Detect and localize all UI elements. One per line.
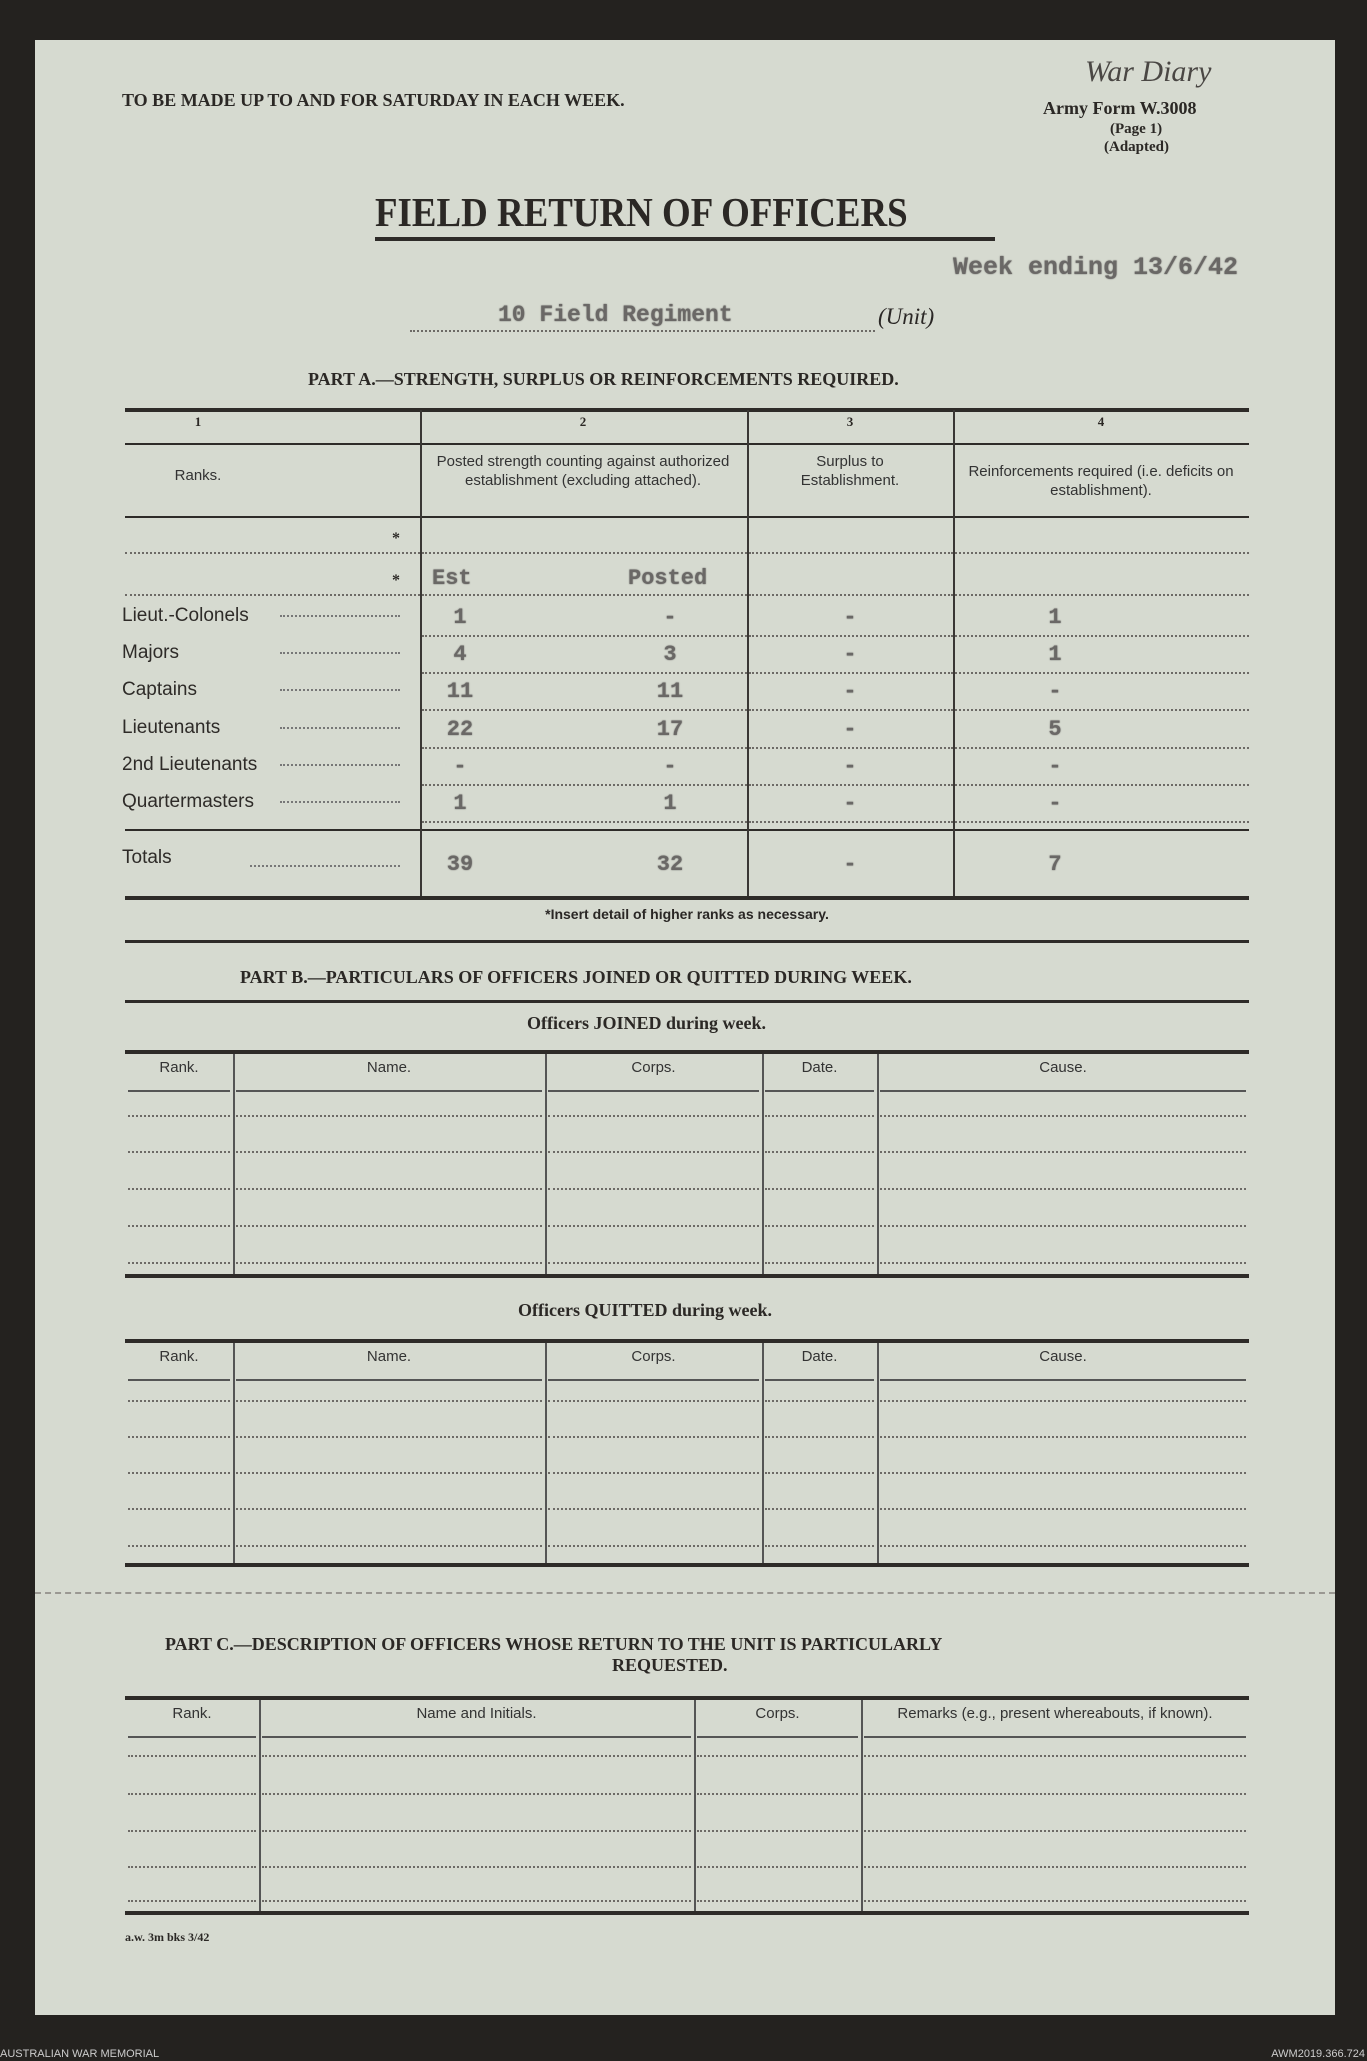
- entry-line: [880, 1436, 1246, 1438]
- entry-line: [262, 1793, 691, 1795]
- entry-line: [548, 1151, 759, 1153]
- table-top-rule: [125, 408, 1249, 412]
- reinf-value: -: [1048, 753, 1062, 779]
- entry-line: [128, 1900, 256, 1902]
- entry-line: [236, 1115, 542, 1117]
- tear-line: [35, 1592, 1335, 1594]
- entry-line: [236, 1545, 542, 1547]
- column-header: Remarks (e.g., present whereabouts, if known).: [897, 1705, 1213, 1722]
- entry-line: [262, 1900, 691, 1902]
- entry-line: [128, 1225, 230, 1227]
- quitted-table-top-rule: [125, 1339, 1249, 1343]
- totals-surplus: -: [843, 852, 857, 877]
- entry-line: [765, 1115, 874, 1117]
- header-rule: [422, 443, 747, 445]
- joined-table-top-rule: [125, 1050, 1249, 1054]
- entry-line: [955, 635, 1249, 637]
- title-underline: [375, 237, 995, 241]
- entry-line: [236, 1188, 542, 1190]
- reinf-value: -: [1048, 679, 1062, 705]
- column-header: Name.: [366, 1059, 412, 1076]
- column-divider: [953, 410, 955, 896]
- column-header: Reinforcements required (i.e. deficits on establishment).: [968, 463, 1234, 499]
- part-c-heading-line2: REQUESTED.: [612, 1655, 728, 1675]
- column-header: Corps.: [755, 1705, 800, 1722]
- column-divider: [877, 1343, 879, 1563]
- entry-line: [864, 1866, 1246, 1868]
- totals-rule: [422, 829, 747, 831]
- unit-line: [410, 330, 875, 332]
- entry-line: [955, 747, 1249, 749]
- header-rule: [128, 1090, 230, 1092]
- entry-line: [697, 1755, 858, 1757]
- entry-line: [765, 1472, 874, 1474]
- leader-dots: [280, 727, 400, 729]
- column-divider: [545, 1054, 547, 1274]
- column-header: Cause.: [1039, 1348, 1087, 1365]
- entry-line: [548, 1472, 759, 1474]
- est-value: 4: [453, 642, 467, 668]
- entry-line: [128, 1545, 230, 1547]
- entry-line: [880, 1508, 1246, 1510]
- entry-line: [880, 1400, 1246, 1402]
- totals-est: 39: [446, 852, 474, 877]
- entry-line: [128, 1115, 230, 1117]
- part-c-heading-line1: PART C.—DESCRIPTION OF OFFICERS WHOSE RETURN TO THE UNIT IS PARTICULARLY: [165, 1634, 943, 1654]
- totals-rule: [955, 829, 1249, 831]
- entry-line: [422, 672, 747, 674]
- est-subheader: Est: [432, 566, 472, 591]
- entry-line: [422, 784, 747, 786]
- header-rule: [128, 1736, 256, 1738]
- column-divider: [694, 1700, 696, 1911]
- totals-reinf: 7: [1048, 852, 1062, 877]
- est-value: 1: [453, 605, 467, 630]
- est-value: 1: [453, 791, 467, 816]
- entry-line: [749, 672, 953, 674]
- header-rule: [955, 516, 1249, 518]
- asterisk-marker: *: [392, 530, 400, 547]
- entry-line: [236, 1508, 542, 1510]
- header-rule: [749, 443, 953, 445]
- entry-line: [864, 1830, 1246, 1832]
- posted-value: -: [663, 753, 677, 779]
- posted-value: 1: [663, 791, 677, 816]
- column-header: Name.: [366, 1348, 412, 1365]
- entry-line: [749, 594, 953, 596]
- entry-line: [125, 594, 420, 596]
- reinf-value: 5: [1048, 716, 1062, 742]
- entry-line: [880, 1115, 1246, 1117]
- entry-line: [697, 1830, 858, 1832]
- entry-line: [548, 1400, 759, 1402]
- header-rule: [749, 516, 953, 518]
- entry-line: [765, 1400, 874, 1402]
- entry-line: [880, 1188, 1246, 1190]
- header-rule: [125, 516, 420, 518]
- part-a-heading: PART A.—STRENGTH, SURPLUS OR REINFORCEMENTS REQUIRED.: [308, 369, 899, 389]
- entry-line: [880, 1472, 1246, 1474]
- header-rule: [262, 1736, 691, 1738]
- column-divider: [420, 410, 422, 896]
- form-page: (Page 1): [1110, 121, 1163, 137]
- leader-dots: [280, 615, 400, 617]
- entry-line: [422, 552, 747, 554]
- header-rule: [880, 1090, 1246, 1092]
- entry-line: [236, 1472, 542, 1474]
- entry-line: [864, 1755, 1246, 1757]
- posted-value: 3: [663, 642, 677, 668]
- entry-line: [955, 672, 1249, 674]
- entry-line: [765, 1545, 874, 1547]
- entry-line: [864, 1793, 1246, 1795]
- rank-label: Quartermasters: [122, 791, 254, 812]
- entry-line: [749, 709, 953, 711]
- entry-line: [548, 1508, 759, 1510]
- column-number: 4: [1097, 414, 1105, 429]
- rank-label: Lieutenants: [122, 716, 221, 738]
- column-header: Name and Initials.: [416, 1705, 537, 1722]
- column-header: Surplus to Establishment.: [800, 453, 900, 489]
- est-value: 11: [446, 679, 474, 705]
- header-rule: [880, 1379, 1246, 1381]
- header-rule: [765, 1090, 874, 1092]
- entry-line: [955, 552, 1249, 554]
- page-title: FIELD RETURN OF OFFICERS: [375, 189, 908, 235]
- column-number: 2: [579, 414, 587, 429]
- entry-line: [955, 594, 1249, 596]
- entry-line: [697, 1900, 858, 1902]
- instruction-text: TO BE MADE UP TO AND FOR SATURDAY IN EACH WEEK.: [122, 90, 625, 110]
- reinf-value: 1: [1048, 642, 1062, 668]
- reinf-value: -: [1048, 791, 1062, 816]
- leader-dots: [280, 689, 400, 691]
- entry-line: [422, 747, 747, 749]
- column-divider: [233, 1343, 235, 1563]
- form-adapted: (Adapted): [1104, 139, 1170, 155]
- header-rule: [548, 1090, 759, 1092]
- entry-line: [880, 1225, 1246, 1227]
- entry-line: [236, 1262, 542, 1264]
- part-b-heading: PART B.—PARTICULARS OF OFFICERS JOINED OR QUITTED DURING WEEK.: [240, 967, 912, 987]
- column-header: Date.: [801, 1348, 838, 1365]
- entry-line: [236, 1436, 542, 1438]
- joined-title: Officers JOINED during week.: [527, 1013, 766, 1033]
- quitted-title: Officers QUITTED during week.: [518, 1300, 772, 1320]
- column-divider: [877, 1054, 879, 1274]
- header-rule: [422, 516, 747, 518]
- entry-line: [128, 1262, 230, 1264]
- surplus-value: -: [843, 791, 857, 816]
- handwritten-note: War Diary: [1085, 55, 1212, 88]
- entry-line: [128, 1755, 256, 1757]
- surplus-value: -: [843, 716, 857, 742]
- entry-line: [548, 1262, 759, 1264]
- form-number: Army Form W.3008: [1043, 98, 1197, 118]
- est-value: 22: [446, 716, 474, 742]
- surplus-value: -: [843, 605, 857, 630]
- entry-line: [125, 552, 420, 554]
- reinf-value: 1: [1048, 605, 1062, 630]
- header-rule: [955, 443, 1249, 445]
- header-rule: [236, 1379, 542, 1381]
- column-header: Corps.: [631, 1348, 676, 1365]
- column-header: Corps.: [631, 1059, 676, 1076]
- part-a-end-rule: [125, 940, 1249, 943]
- header-rule: [125, 443, 420, 445]
- column-divider: [545, 1343, 547, 1563]
- leader-dots: [280, 801, 400, 803]
- rank-label: Majors: [122, 642, 180, 664]
- surplus-value: -: [843, 642, 857, 668]
- entry-line: [749, 635, 953, 637]
- posted-value: -: [663, 605, 677, 630]
- entry-line: [236, 1225, 542, 1227]
- entry-line: [749, 784, 953, 786]
- entry-line: [422, 709, 747, 711]
- entry-line: [128, 1472, 230, 1474]
- totals-rule: [125, 829, 420, 831]
- footer-accession: AWM2019.366.724: [1271, 2048, 1365, 2060]
- asterisk-marker: *: [392, 572, 400, 589]
- entry-line: [697, 1793, 858, 1795]
- rank-label: Captains: [122, 679, 197, 701]
- entry-line: [236, 1400, 542, 1402]
- totals-label: Totals: [122, 847, 172, 868]
- entry-line: [880, 1545, 1246, 1547]
- entry-line: [128, 1436, 230, 1438]
- entry-line: [128, 1151, 230, 1153]
- column-number: 1: [194, 414, 202, 429]
- posted-value: 11: [656, 679, 684, 705]
- entry-line: [697, 1866, 858, 1868]
- part-c-table-bottom-rule: [125, 1911, 1249, 1915]
- unit-value: 10 Field Regiment: [498, 302, 733, 328]
- entry-line: [128, 1400, 230, 1402]
- surplus-value: -: [843, 679, 857, 705]
- entry-line: [765, 1225, 874, 1227]
- entry-line: [765, 1508, 874, 1510]
- posted-value: 17: [656, 716, 684, 742]
- entry-line: [128, 1866, 256, 1868]
- column-header: Ranks.: [174, 467, 222, 484]
- leader-dots: [280, 652, 400, 654]
- entry-line: [422, 821, 747, 823]
- footnote: *Insert detail of higher ranks as necessary.: [545, 906, 829, 922]
- rank-label: 2nd Lieutenants: [122, 753, 258, 775]
- column-divider: [233, 1054, 235, 1274]
- entry-line: [765, 1436, 874, 1438]
- surplus-value: -: [843, 753, 857, 779]
- column-header: Cause.: [1039, 1059, 1087, 1076]
- entry-line: [262, 1830, 691, 1832]
- totals-rule: [749, 829, 953, 831]
- entry-line: [128, 1508, 230, 1510]
- header-rule: [864, 1736, 1246, 1738]
- entry-line: [128, 1188, 230, 1190]
- entry-line: [880, 1151, 1246, 1153]
- entry-line: [548, 1545, 759, 1547]
- week-ending: Week ending 13/6/42: [953, 253, 1239, 282]
- entry-line: [548, 1188, 759, 1190]
- entry-line: [236, 1151, 542, 1153]
- entry-line: [765, 1188, 874, 1190]
- entry-line: [422, 594, 747, 596]
- entry-line: [128, 1793, 256, 1795]
- column-divider: [747, 410, 749, 896]
- entry-line: [548, 1115, 759, 1117]
- entry-line: [955, 821, 1249, 823]
- header-rule: [236, 1090, 542, 1092]
- joined-table-bottom-rule: [125, 1274, 1249, 1278]
- entry-line: [955, 709, 1249, 711]
- est-value: -: [453, 753, 467, 779]
- entry-line: [422, 635, 747, 637]
- entry-line: [765, 1262, 874, 1264]
- entry-line: [548, 1225, 759, 1227]
- entry-line: [864, 1900, 1246, 1902]
- column-header: Posted strength counting against authorized establishment (excluding attached).: [436, 453, 730, 489]
- entry-line: [749, 747, 953, 749]
- posted-subheader: Posted: [628, 566, 708, 591]
- table-bottom-rule: [125, 896, 1249, 900]
- header-rule: [765, 1379, 874, 1381]
- unit-label: (Unit): [878, 304, 935, 329]
- column-divider: [259, 1700, 261, 1911]
- rank-label: Lieut.-Colonels: [122, 605, 249, 626]
- entry-line: [548, 1436, 759, 1438]
- entry-line: [262, 1866, 691, 1868]
- column-header: Rank.: [172, 1705, 212, 1722]
- entry-line: [955, 784, 1249, 786]
- entry-line: [128, 1830, 256, 1832]
- column-divider: [861, 1700, 863, 1911]
- column-divider: [762, 1343, 764, 1563]
- print-code: a.w. 3m bks 3/42: [125, 1930, 210, 1944]
- entry-line: [880, 1262, 1246, 1264]
- column-number: 3: [846, 414, 854, 429]
- leader-dots: [250, 865, 400, 867]
- column-header: Rank.: [159, 1348, 199, 1365]
- entry-line: [262, 1755, 691, 1757]
- leader-dots: [280, 764, 400, 766]
- header-rule: [548, 1379, 759, 1381]
- part-b-rule: [125, 1000, 1249, 1003]
- header-rule: [128, 1379, 230, 1381]
- entry-line: [749, 552, 953, 554]
- column-divider: [762, 1054, 764, 1274]
- footer-credit: AUSTRALIAN WAR MEMORIAL: [0, 2048, 160, 2060]
- quitted-table-bottom-rule: [125, 1563, 1249, 1567]
- column-header: Rank.: [159, 1059, 199, 1076]
- column-header: Date.: [801, 1059, 838, 1076]
- totals-posted: 32: [656, 852, 684, 877]
- entry-line: [765, 1151, 874, 1153]
- part-c-table-top-rule: [125, 1696, 1249, 1700]
- header-rule: [697, 1736, 858, 1738]
- entry-line: [749, 821, 953, 823]
